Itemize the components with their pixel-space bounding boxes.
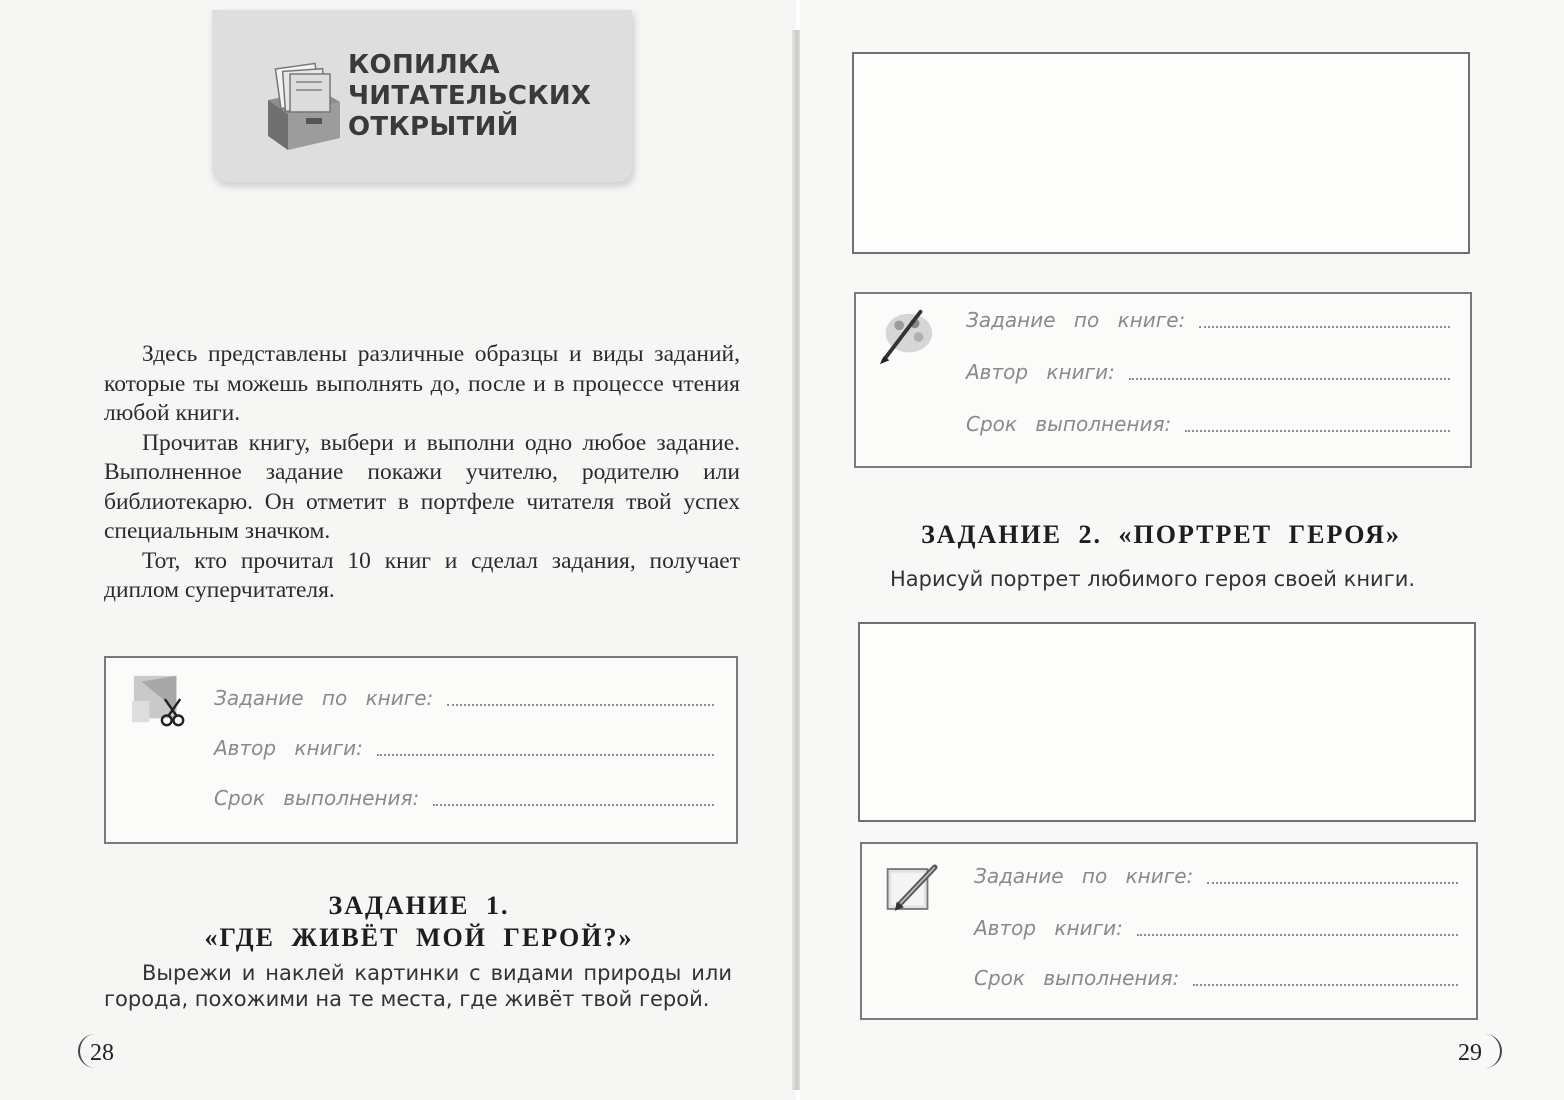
page-number-left bbox=[78, 1040, 114, 1067]
intro-text bbox=[104, 340, 740, 606]
task-info-box bbox=[104, 656, 738, 844]
deadline-fill-line-bottom[interactable] bbox=[1193, 982, 1458, 986]
deadline-label-top: Срок выполнения: bbox=[966, 412, 1172, 436]
task-1-text: Вырежи и наклей картинки с видами природы или города, похожими на те места, где живёт твой герой. bbox=[104, 961, 732, 1011]
deadline-row-bottom bbox=[974, 966, 1458, 990]
author-label-bottom: Автор книги: bbox=[974, 916, 1123, 940]
author-fill-line-top[interactable] bbox=[1129, 376, 1450, 380]
author-fill-line[interactable] bbox=[377, 752, 714, 756]
drawing-box-top[interactable] bbox=[852, 52, 1470, 254]
task-2-text: Нарисуй портрет любимого героя своей книги. bbox=[890, 567, 1416, 591]
pencil-notepad-icon bbox=[884, 860, 942, 918]
deadline-fill-line-top[interactable] bbox=[1185, 428, 1450, 432]
intro-paragraph-3: Тот, кто прочитал 10 книг и сделал задания, получает диплом суперчитателя. bbox=[104, 547, 740, 603]
scissors-collage-icon bbox=[130, 672, 188, 730]
intro-paragraph-1: Здесь представлены различные образцы и виды заданий, которые ты можешь выполнять до, после и в процессе чтения любой книги. bbox=[104, 341, 740, 426]
task-fill-line-bottom[interactable] bbox=[1207, 880, 1458, 884]
task-label: Задание по книге: bbox=[214, 686, 434, 710]
task-row-bottom bbox=[974, 864, 1458, 888]
portrait-drawing-box[interactable] bbox=[858, 622, 1476, 822]
author-row-top bbox=[966, 360, 1450, 384]
header-title-line-1: КОПИЛКА bbox=[348, 50, 500, 80]
deadline-row bbox=[214, 786, 714, 810]
task-1-title bbox=[104, 890, 734, 954]
task-info-box-top bbox=[854, 292, 1472, 468]
section-header-card bbox=[212, 10, 632, 182]
task-1-title-line-1: ЗАДАНИЕ 1. bbox=[328, 891, 510, 920]
task-info-box-bottom bbox=[860, 842, 1478, 1020]
author-row bbox=[214, 736, 714, 760]
deadline-label-bottom: Срок выполнения: bbox=[974, 966, 1180, 990]
intro-paragraph-2: Прочитав книгу, выбери и выполни одно любое задание. Выполненное задание покажи учителю, родителю или библиотекарю. Он отметит в портфеле читателя твой успех специальным значком. bbox=[104, 429, 740, 544]
file-box-icon bbox=[262, 60, 346, 152]
task-row bbox=[214, 686, 714, 710]
task-fill-line[interactable] bbox=[447, 702, 714, 706]
right-page bbox=[800, 0, 1564, 1100]
author-row-bottom bbox=[974, 916, 1458, 940]
deadline-label: Срок выполнения: bbox=[214, 786, 420, 810]
deadline-fill-line[interactable] bbox=[433, 802, 714, 806]
page-number-left-label: 28 bbox=[90, 1040, 114, 1066]
deadline-row-top bbox=[966, 412, 1450, 436]
header-title-line-2: ЧИТАТЕЛЬСКИХ bbox=[348, 81, 592, 111]
author-fill-line-bottom[interactable] bbox=[1137, 932, 1458, 936]
task-label-top: Задание по книге: bbox=[966, 308, 1186, 332]
task-label-bottom: Задание по книге: bbox=[974, 864, 1194, 888]
task-fill-line-top[interactable] bbox=[1199, 324, 1450, 328]
author-label-top: Автор книги: bbox=[966, 360, 1115, 384]
task-1-title-line-2: «ГДЕ ЖИВЁТ МОЙ ГЕРОЙ?» bbox=[204, 923, 634, 952]
page-number-right bbox=[1458, 1040, 1482, 1067]
header-title-line-3: ОТКРЫТИЙ bbox=[348, 112, 519, 142]
page-number-right-label: 29 bbox=[1458, 1040, 1482, 1066]
author-label: Автор книги: bbox=[214, 736, 363, 760]
paintbrush-palette-icon bbox=[874, 304, 936, 366]
task-2-title: ЗАДАНИЕ 2. «ПОРТРЕТ ГЕРОЯ» bbox=[921, 520, 1401, 549]
task-row-top bbox=[966, 308, 1450, 332]
section-header-title bbox=[348, 50, 618, 143]
